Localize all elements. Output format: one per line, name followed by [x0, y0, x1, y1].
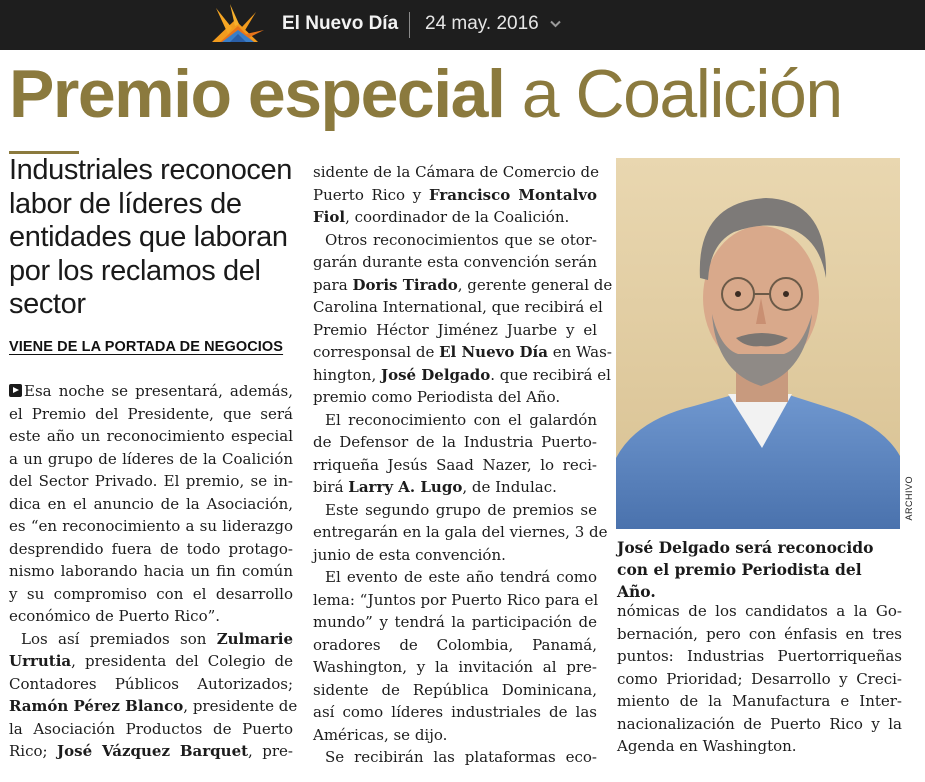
text-line: Ramón Pérez Blanco, presidente de	[9, 697, 298, 715]
article-column-2	[313, 161, 613, 769]
text-line: corresponsal de El Nuevo Día en Was-	[313, 343, 612, 361]
text-line: rriqueña Jesús Saad Nazer, lo reci-	[313, 455, 597, 474]
text-line: entregarán en la gala del viernes, 3 de	[313, 523, 608, 541]
text-line: Premio Héctor Jiménez Juarbe y el	[313, 320, 597, 339]
play-arrow-icon	[9, 384, 22, 397]
text-line: el Premio del Presidente, que será	[9, 404, 293, 423]
text-line: oradores de Colombia, Panamá,	[313, 635, 597, 654]
text-line: dica en el anuncio de la Asociación,	[9, 494, 293, 513]
headline-light: a Coalición	[521, 56, 842, 132]
text-line: nismo laborando hacia un fin común	[9, 562, 293, 580]
topbar-divider	[409, 12, 410, 38]
text-line: Américas, se dijo.	[313, 725, 448, 744]
text-line: Fiol, coordinador de la Coalición.	[313, 208, 570, 226]
text-line: Esa noche se presentará, además,	[9, 380, 293, 403]
text-line: lema: “Juntos por Puerto Rico para el	[313, 590, 599, 609]
text-line: nómicas de los candidatos a la Go-	[617, 602, 902, 620]
text-line: la Asociación Productos de Puerto	[9, 719, 293, 738]
paragraph	[9, 628, 298, 763]
paragraph	[9, 380, 293, 628]
text-line: garán durante esta convención serán	[313, 253, 597, 271]
jump-label[interactable]: VIENE DE LA PORTADA DE NEGOCIOS	[9, 339, 284, 355]
text-line: junio de esta convención.	[313, 545, 506, 564]
text-line: Contadores Públicos Autorizados;	[9, 674, 293, 693]
deck-subheadline: Industriales reconocen labor de líderes de entidades que laboran por los reclamos del sector	[9, 154, 292, 320]
text-line: Washington, y la invitación al pre-	[313, 658, 597, 676]
edition-date[interactable]: 24 may. 2016	[425, 13, 539, 34]
headline-bold: Premio especial	[9, 56, 505, 132]
text-line: Los así premiados son Zulmarie	[21, 629, 293, 648]
article-column-1	[9, 380, 298, 763]
text-line: de Defensor de la Industria Puerto-	[313, 433, 597, 451]
text-line: Rico; José Vázquez Barquet, pre-	[9, 742, 293, 760]
sunburst-logo-icon[interactable]	[208, 4, 264, 46]
text-line: El reconocimiento con el galardón	[325, 410, 597, 429]
text-line: es “en reconocimiento a su liderazgo	[9, 517, 293, 535]
article-column-3	[617, 600, 902, 758]
text-line: nacionalización de Puerto Rico y la	[617, 714, 902, 733]
text-line: sidente de República Dominicana,	[313, 680, 597, 699]
text-line: bernación, pero con énfasis en tres	[617, 624, 902, 643]
publication-name[interactable]: El Nuevo Día	[282, 13, 399, 34]
portrait-photo[interactable]	[616, 158, 900, 529]
photo-caption: José Delgado será reconocido con el premio Periodista del Año.	[617, 538, 874, 601]
text-line: Puerto Rico y Francisco Montalvo	[313, 185, 597, 204]
headline	[9, 55, 842, 133]
text-line: desprendido fuera de todo protago-	[9, 539, 293, 558]
text-line: sidente de la Cámara de Comercio de	[313, 163, 600, 181]
text-line: miento de la Manufactura e Inter-	[617, 692, 902, 710]
photo-credit: ARCHIVO	[904, 476, 914, 521]
text-line: Se recibirán las plataformas eco-	[325, 748, 597, 766]
text-line: birá Larry A. Lugo, de Indulac.	[313, 478, 557, 496]
text-line: este año un reconocimiento especial	[9, 427, 293, 445]
text-line: Agenda en Washington.	[617, 737, 797, 755]
text-line: Este segundo grupo de premios se	[325, 500, 597, 519]
top-bar	[0, 0, 925, 50]
text-line: y su compromiso con el desarrollo	[9, 584, 293, 603]
text-line: hington, José Delgado. que recibirá el	[313, 365, 611, 384]
text-line: del Sector Privado. El premio, se in-	[9, 472, 293, 490]
text-line: premio como Periodista del Año.	[313, 388, 561, 406]
text-line: Otros reconocimientos que se otor-	[325, 230, 597, 249]
text-line: puntos: Industrias Puertorriqueñas	[617, 647, 902, 665]
text-line: El evento de este año tendrá como	[325, 568, 597, 586]
chevron-down-icon[interactable]	[550, 20, 561, 28]
text-line: para Doris Tirado, gerente general de	[313, 275, 613, 294]
text-line: económico de Puerto Rico”.	[9, 607, 221, 625]
text-line: Urrutia, presidenta del Colegio de	[9, 652, 293, 670]
text-line: Carolina International, que recibirá el	[313, 298, 603, 316]
text-line: a un grupo de líderes de la Coalición	[9, 449, 293, 468]
text-line: mundo” y tendrá la participación de	[313, 613, 597, 631]
portrait-illustration	[616, 158, 900, 529]
text-line: como Prioridad; Desarrollo y Creci-	[617, 669, 902, 688]
text-line: así como líderes industriales de las	[313, 703, 597, 721]
